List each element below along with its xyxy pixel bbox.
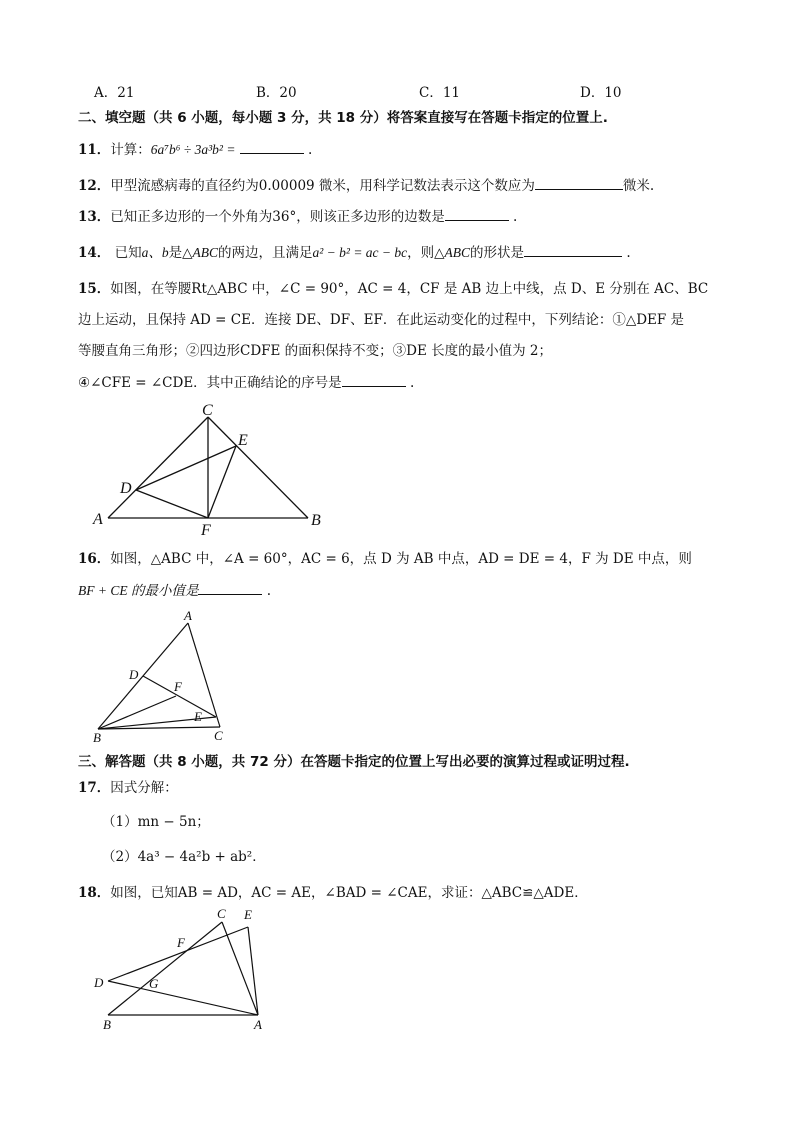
question-text: 如图，在等腰Rt△ABC 中，∠C = 90°，AC = 4，CF 是 AB 边上中线，点 D、E 分别在 AC、BC xyxy=(110,281,709,297)
answer-blank[interactable] xyxy=(445,206,509,221)
question-15-line-2: 边上运动，且保持 AD = CE．连接 DE、DF、EF．在此运动变化的过程中，下列结论：①△DEF 是 xyxy=(78,312,685,328)
unit-text: 微米. xyxy=(622,178,655,194)
question-number: 16． xyxy=(78,551,111,567)
label-d: D xyxy=(120,480,132,497)
question-text: 已知正多边形的一个外角为36°，则该正多边形的边数是 xyxy=(110,209,445,225)
section-3-heading: 三、解答题（共 8 小题，共 72 分）在答题卡指定的位置上写出必要的演算过程或证明过程. xyxy=(78,754,630,770)
label-f: F xyxy=(201,522,211,539)
question-number: 17． xyxy=(78,780,111,796)
segment-ac xyxy=(108,417,208,518)
question-13: 13．已知正多边形的一个外角为36°，则该正多边形的边数是 . xyxy=(78,206,517,227)
question-16 xyxy=(78,549,692,569)
label-a: A xyxy=(254,1017,262,1032)
option-b: B．20 xyxy=(256,85,297,101)
question-17-part-1: （1）mn − 5n； xyxy=(102,814,210,830)
question-number: 14． xyxy=(78,245,111,261)
option-a: A．21 xyxy=(94,85,135,101)
option-c: C．11 xyxy=(419,85,461,101)
label-a: A xyxy=(93,511,103,528)
question-number: 11． xyxy=(78,142,111,158)
figure-16 xyxy=(90,605,250,745)
option-d: D．10 xyxy=(580,85,622,101)
question-number: 15． xyxy=(78,281,111,297)
label-c: C xyxy=(202,402,213,419)
label-b: B xyxy=(93,730,101,745)
label-g: G xyxy=(149,976,159,991)
label-e: E xyxy=(244,907,252,922)
question-17-part-2: （2）4a³ − 4a²b + ab²． xyxy=(102,849,266,865)
answer-blank[interactable] xyxy=(535,175,623,190)
question-12 xyxy=(78,175,654,196)
label-e: E xyxy=(238,432,248,449)
label-d: D xyxy=(94,975,104,990)
answer-blank[interactable] xyxy=(198,580,262,595)
segment-da xyxy=(108,981,258,1015)
segment-bf xyxy=(98,696,176,729)
segment-bc xyxy=(208,417,308,518)
label-c: C xyxy=(214,728,223,743)
figure-18 xyxy=(90,905,290,1035)
question-text: 如图，已知AB = AD，AC = AE，∠BAD = ∠CAE，求证：△ABC≌△ADE． xyxy=(110,885,588,901)
question-number: 18． xyxy=(78,885,111,901)
question-number: 13． xyxy=(78,209,111,225)
segment-bc xyxy=(108,922,222,1015)
section-2-heading: 二、填空题（共 6 小题，每小题 3 分，共 18 分）将答案直接写在答题卡指定的位置上. xyxy=(78,110,608,126)
label-d: D xyxy=(129,667,139,682)
figure-15 xyxy=(90,400,330,539)
answer-blank[interactable] xyxy=(524,242,622,257)
question-text: 因式分解： xyxy=(110,780,178,796)
answer-blank[interactable] xyxy=(240,139,304,154)
question-16-line-2: BF + CE 的最小值是 . xyxy=(78,580,271,601)
label-f: F xyxy=(177,935,185,950)
label-a: A xyxy=(184,608,192,623)
label-b: B xyxy=(311,512,321,529)
question-number: 12． xyxy=(78,178,111,194)
question-15-line-3: 等腰直角三角形；②四边形CDFE 的面积保持不变；③DE 长度的最小值为 2； xyxy=(78,343,553,359)
question-text: 甲型流感病毒的直径约为0.00009 微米，用科学记数法表示这个数应为 xyxy=(110,178,535,194)
question-18 xyxy=(78,883,588,903)
question-15-line-4: ④∠CFE = ∠CDE．其中正确结论的序号是 . xyxy=(78,372,414,393)
label-c: C xyxy=(217,906,226,921)
segment-ac xyxy=(188,623,220,727)
question-11: 11．计算：6a⁷b⁶ ÷ 3a³b² = . xyxy=(78,139,312,160)
question-14: 14． 已知a、b是△ABC的两边，且满足a² − b² = ac − bc，则△ABC的形状是 . xyxy=(78,242,631,263)
question-text: 计算： xyxy=(110,142,151,158)
question-17 xyxy=(78,778,178,798)
segment-df xyxy=(136,490,208,518)
label-e: E xyxy=(194,709,202,724)
label-b: B xyxy=(103,1017,111,1032)
math-expression: 6a⁷b⁶ ÷ 3a³b² = xyxy=(150,142,236,157)
label-f: F xyxy=(174,679,182,694)
question-15 xyxy=(78,279,708,299)
question-text: 如图，△ABC 中，∠A = 60°，AC = 6，点 D 为 AB 中点，AD = DE = 4，F 为 DE 中点，则 xyxy=(110,551,692,567)
answer-blank[interactable] xyxy=(342,372,406,387)
